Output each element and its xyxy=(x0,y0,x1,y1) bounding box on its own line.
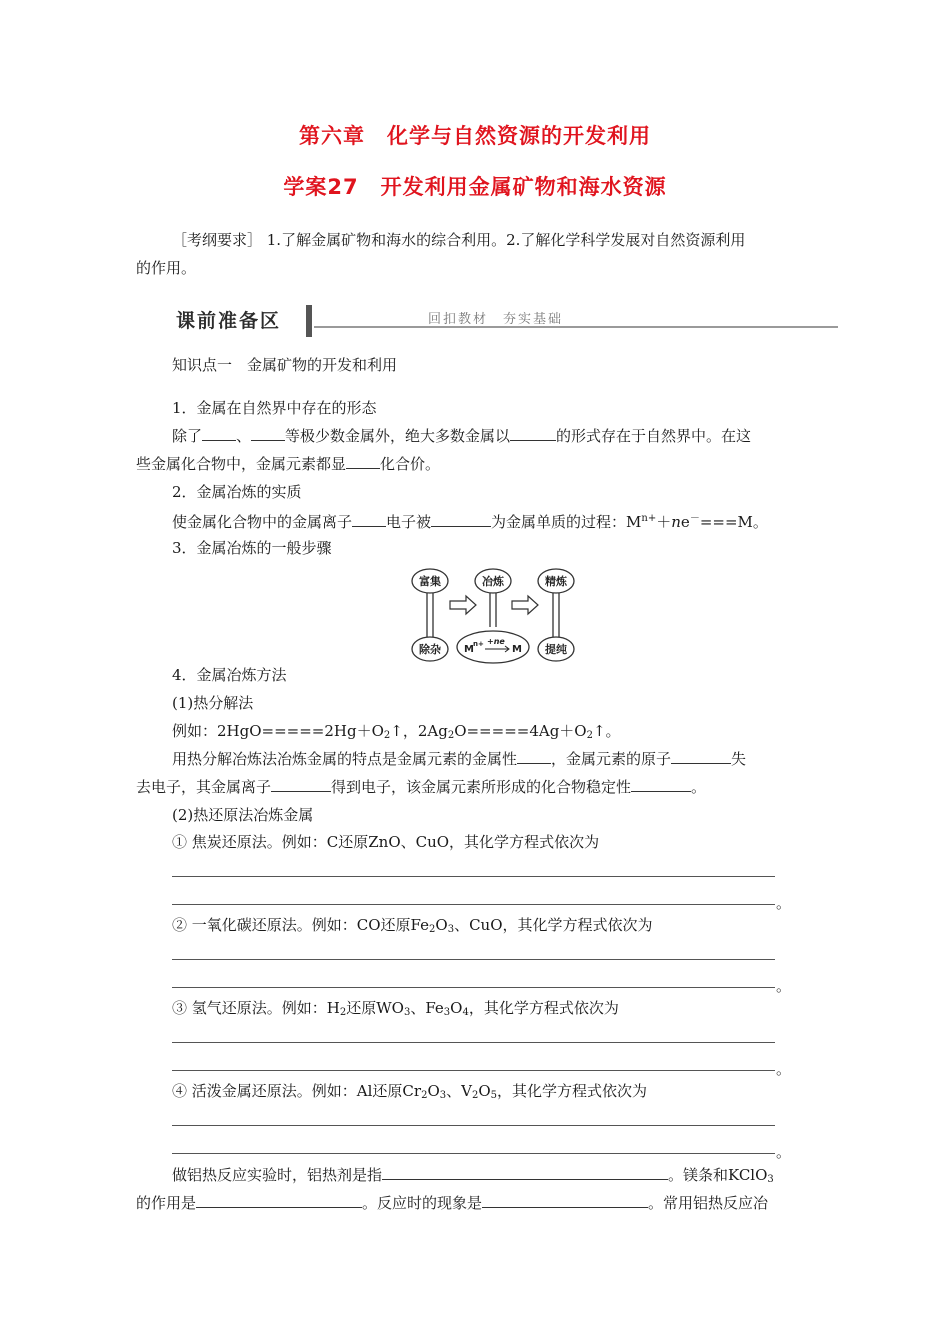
text: 。镁条和KClO xyxy=(668,1166,768,1184)
text: 、V xyxy=(446,1082,472,1100)
text: 。反应时的现象是 xyxy=(362,1194,483,1212)
fill-blank[interactable] xyxy=(517,748,551,764)
lesson-title: 学案27 开发利用金属矿物和海水资源 xyxy=(283,175,667,199)
answer-line[interactable] xyxy=(172,987,775,988)
heading-2: 2．金属冶炼的实质 xyxy=(172,483,302,501)
subscript: 5 xyxy=(490,1090,498,1101)
requirements-line-2: 的作用。 xyxy=(136,259,197,277)
period-mark: 。 xyxy=(776,977,792,995)
text: 、 xyxy=(236,427,252,445)
arrow-right-icon xyxy=(450,596,476,614)
text: 的作用是 xyxy=(136,1194,197,1212)
text: ，其化学方程式依次为 xyxy=(497,1082,648,1100)
period-mark: 。 xyxy=(776,894,792,912)
thermite-line-2 xyxy=(136,1192,768,1213)
fill-blank[interactable] xyxy=(346,453,380,469)
text: 失 xyxy=(731,750,747,768)
diagram-label-refine: 精炼 xyxy=(545,575,567,588)
paragraph-3b xyxy=(136,776,706,797)
diagram-arrow-label: +ne xyxy=(487,637,505,646)
text: 还原WO xyxy=(346,999,404,1017)
method-1-title: (1)热分解法 xyxy=(172,694,254,712)
text: O xyxy=(478,1082,491,1100)
subscript: 2 xyxy=(339,1007,347,1018)
text: ↑，2Ag xyxy=(390,722,448,740)
fill-blank[interactable] xyxy=(196,1192,362,1208)
text: e xyxy=(680,513,690,531)
subscript: 2 xyxy=(421,1090,428,1101)
subscript: 3 xyxy=(447,924,455,935)
text: O xyxy=(450,999,463,1017)
text: O xyxy=(427,1082,440,1100)
text: 。常用铝热反应冶 xyxy=(648,1194,769,1212)
requirements-line-1: ［考纲要求］ 1.了解金属矿物和海水的综合利用。2.了解化学科学发展对自然资源利用 xyxy=(172,231,746,249)
text: ④ 活泼金属还原法。例如：Al还原Cr xyxy=(172,1082,422,1100)
paragraph-2 xyxy=(172,509,768,532)
answer-line[interactable] xyxy=(172,1125,775,1126)
text: 做铝热反应实验时，铝热剂是指 xyxy=(172,1166,383,1184)
subscript: 4 xyxy=(462,1007,469,1018)
fill-blank[interactable] xyxy=(671,748,731,764)
text: ，其化学方程式依次为 xyxy=(468,999,619,1017)
text: 等极少数金属外，绝大多数金属以 xyxy=(285,427,511,445)
text: 电子被 xyxy=(386,513,432,531)
text: 。 xyxy=(691,778,707,796)
fill-blank[interactable] xyxy=(431,511,491,527)
subscript: 3 xyxy=(403,1007,411,1018)
answer-line[interactable] xyxy=(172,1153,775,1154)
text: 、Fe xyxy=(410,999,444,1017)
smelting-steps-diagram xyxy=(408,565,578,665)
text: O=====4Ag＋O xyxy=(454,722,587,740)
fill-blank[interactable] xyxy=(271,776,331,792)
text: O xyxy=(435,916,448,934)
banner-divider xyxy=(306,305,312,337)
fill-blank[interactable] xyxy=(251,425,285,441)
reduction-co xyxy=(172,914,653,935)
section-banner-subtitle: 回扣教材 夯实基础 xyxy=(428,312,564,327)
fill-blank[interactable] xyxy=(631,776,691,792)
subscript: 3 xyxy=(439,1090,447,1101)
diagram-product: M xyxy=(512,644,522,655)
text: ③ 氢气还原法。例如：H xyxy=(172,999,340,1017)
reduction-active-metal xyxy=(172,1080,647,1101)
subscript: 2 xyxy=(471,1090,479,1101)
fill-blank[interactable] xyxy=(482,1192,648,1208)
diagram-label-enrich: 富集 xyxy=(419,575,441,588)
text: 的形式存在于自然界中。在这 xyxy=(556,427,752,445)
subscript: 3 xyxy=(767,1174,774,1185)
superscript: － xyxy=(689,513,700,524)
arrow-right-icon xyxy=(512,596,538,614)
answer-line[interactable] xyxy=(172,876,775,877)
text: ===M。 xyxy=(699,513,768,531)
subscript: 3 xyxy=(443,1007,451,1018)
text: ＋ xyxy=(656,513,672,531)
fill-blank[interactable] xyxy=(382,1164,668,1180)
banner-rule xyxy=(314,326,838,328)
chapter-title: 第六章 化学与自然资源的开发利用 xyxy=(299,124,651,148)
text: 化合价。 xyxy=(380,455,441,473)
method-2-title: (2)热还原法冶炼金属 xyxy=(172,806,314,824)
answer-line[interactable] xyxy=(172,904,775,905)
subscript: 2 xyxy=(586,730,593,741)
paragraph-3a xyxy=(172,748,746,769)
paragraph-1b xyxy=(136,453,440,474)
heading-4: 4．金属冶炼方法 xyxy=(172,666,287,684)
superscript: n+ xyxy=(641,513,657,524)
text: 使金属化合物中的金属离子 xyxy=(172,513,353,531)
text: ↑。 xyxy=(592,722,621,740)
answer-line[interactable] xyxy=(172,959,775,960)
paragraph-1a xyxy=(172,425,751,446)
thermite-line-1 xyxy=(172,1164,774,1185)
reduction-h2 xyxy=(172,997,619,1018)
diagram-label-smelt: 冶炼 xyxy=(482,575,504,588)
heading-1: 1．金属在自然界中存在的形态 xyxy=(172,399,377,417)
subscript: 2 xyxy=(429,924,436,935)
method-1-example xyxy=(172,720,621,741)
answer-line[interactable] xyxy=(172,1042,775,1043)
period-mark: 。 xyxy=(776,1060,792,1078)
diagram-label-purify: 提纯 xyxy=(545,643,567,656)
fill-blank[interactable] xyxy=(202,425,236,441)
fill-blank[interactable] xyxy=(510,425,556,441)
text: 去电子，其金属离子 xyxy=(136,778,272,796)
text: n xyxy=(671,513,681,531)
text: 为金属单质的过程：M xyxy=(491,513,642,531)
diagram-reactant: M xyxy=(464,644,474,655)
diagram-label-remove-impurity: 除杂 xyxy=(419,643,441,656)
text: 用热分解冶炼法冶炼金属的特点是金属元素的金属性 xyxy=(172,750,518,768)
text: 些金属化合物中，金属元素都显 xyxy=(136,455,347,473)
subscript: 2 xyxy=(383,730,391,741)
reduction-coke: ① 焦炭还原法。例如：C还原ZnO、CuO，其化学方程式依次为 xyxy=(172,833,600,851)
text: 例如：2HgO=====2Hg＋O xyxy=(172,722,384,740)
section-banner-title: 课前准备区 xyxy=(176,310,282,332)
text: 、CuO，其化学方程式依次为 xyxy=(454,916,653,934)
answer-line[interactable] xyxy=(172,1070,775,1071)
knowledge-point-heading: 知识点一 金属矿物的开发和利用 xyxy=(172,356,398,374)
text: ② 一氧化碳还原法。例如：CO还原Fe xyxy=(172,916,430,934)
heading-3: 3．金属冶炼的一般步骤 xyxy=(172,539,332,557)
diagram-reactant-charge: n+ xyxy=(473,640,484,648)
period-mark: 。 xyxy=(776,1143,792,1161)
subscript: 2 xyxy=(447,730,455,741)
text: 除了 xyxy=(172,427,203,445)
fill-blank[interactable] xyxy=(352,511,386,527)
text: 得到电子，该金属元素所形成的化合物稳定性 xyxy=(331,778,632,796)
text: ，金属元素的原子 xyxy=(551,750,672,768)
